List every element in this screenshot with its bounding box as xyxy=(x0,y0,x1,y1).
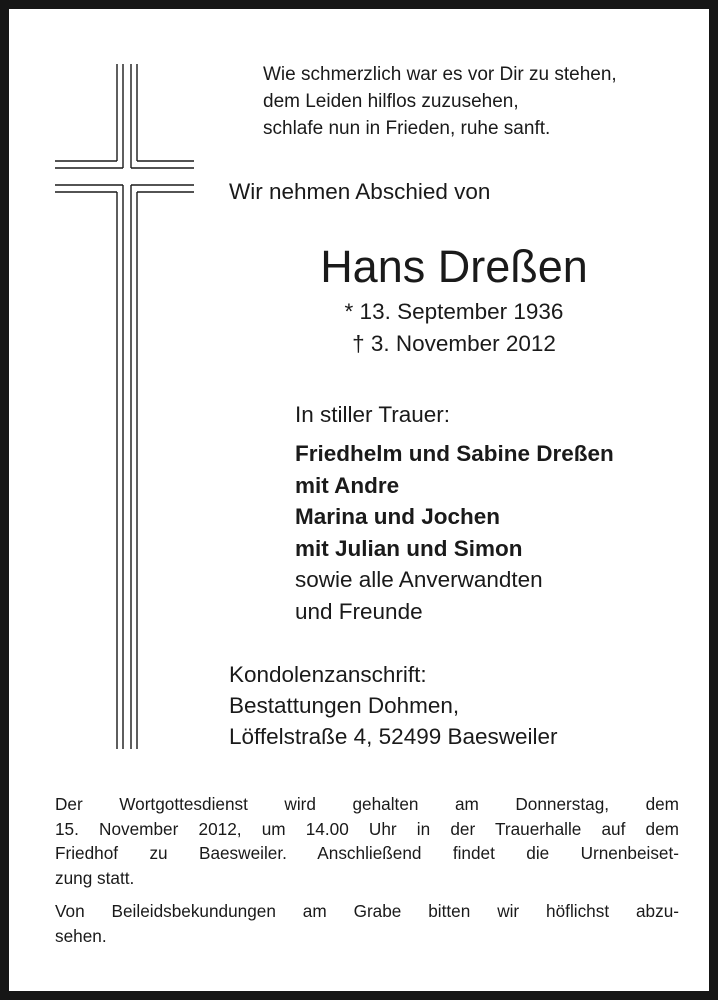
mourner-line: Marina und Jochen xyxy=(295,504,501,529)
birth-date: * 13. September 1936 xyxy=(344,299,564,324)
mourners-list xyxy=(295,438,614,627)
mourner-line: mit Julian und Simon xyxy=(295,535,523,561)
condolence-address xyxy=(229,659,558,752)
poem xyxy=(263,61,617,142)
intro-text: Wir nehmen Abschied von xyxy=(229,179,491,204)
death-date: † 3. November 2012 xyxy=(352,331,556,356)
poem-line: Wie schmerzlich war es vor Dir zu stehen, xyxy=(263,64,617,85)
mourner-line: und Freunde xyxy=(295,598,423,624)
life-dates xyxy=(169,296,718,360)
mourner-line: sowie alle Anverwandten xyxy=(295,567,543,592)
service-line: Der Wortgottesdienst wird gehalten am Donnerstag, dem xyxy=(55,794,679,814)
condolence-heading: Kondolenzanschrift: xyxy=(229,662,427,687)
service-line: zung statt. xyxy=(55,867,135,888)
address-line: Löffelstraße 4, 52499 Baesweiler xyxy=(229,724,558,749)
mourner-line: Friedhelm und Sabine Dreßen xyxy=(295,441,614,466)
service-line: Friedhof zu Baesweiler. Anschließend findet die Urnenbeiset- xyxy=(55,843,679,863)
service-line: 15. November 2012, um 14.00 Uhr in der Trauerhalle auf dem xyxy=(55,818,679,839)
poem-line: dem Leiden hilflos zuzusehen, xyxy=(263,91,519,112)
mourning-heading: In stiller Trauer: xyxy=(295,402,451,427)
poem-line: schlafe nun in Frieden, ruhe sanft. xyxy=(263,118,551,139)
service-notice xyxy=(55,792,679,890)
condolence-request xyxy=(55,899,679,948)
address-line: Bestattungen Dohmen, xyxy=(229,693,460,718)
mourner-line: mit Andre xyxy=(295,472,400,498)
note-line: Von Beileidsbekundungen am Grabe bitten wir höflichst abzu- xyxy=(55,901,679,921)
cross-icon xyxy=(49,64,199,749)
note-line: sehen. xyxy=(55,925,107,946)
deceased-name: Hans Dreßen xyxy=(320,241,588,292)
